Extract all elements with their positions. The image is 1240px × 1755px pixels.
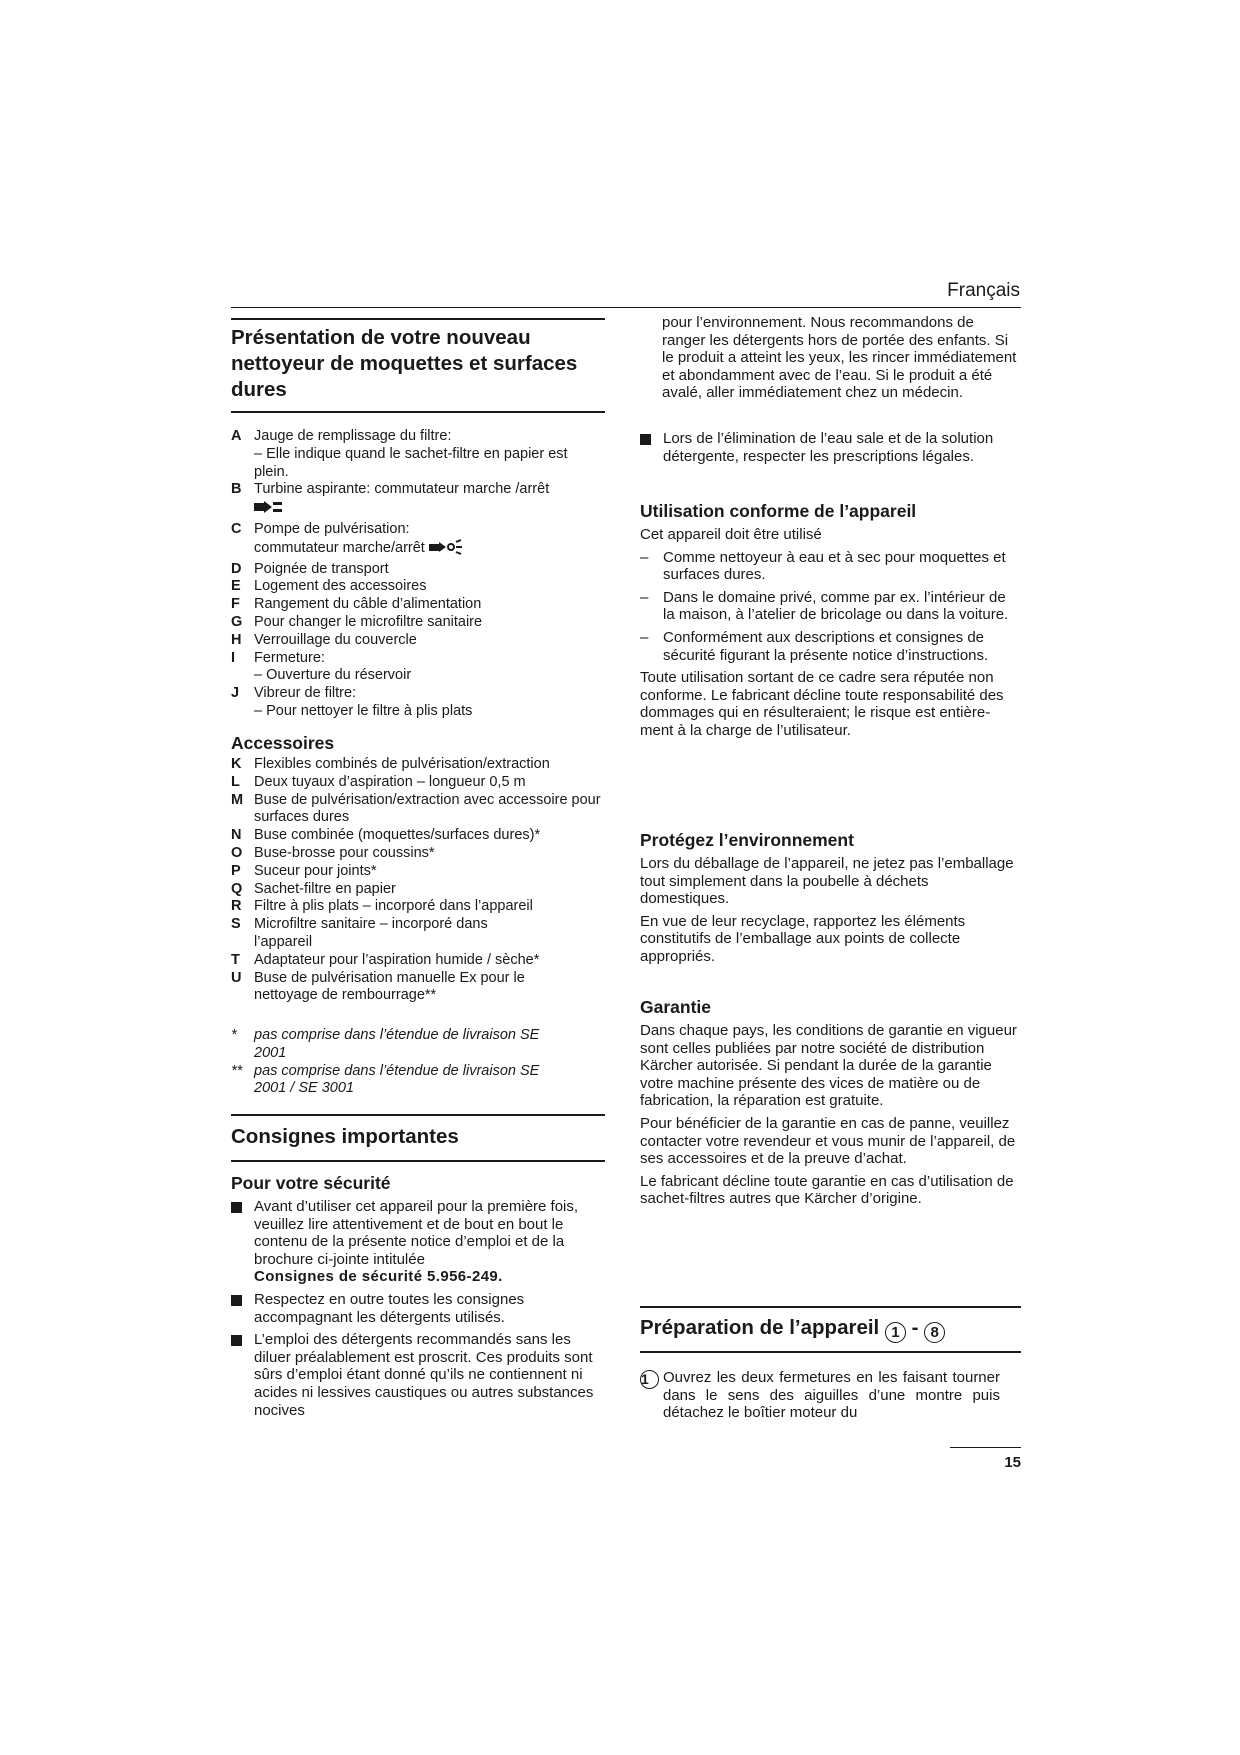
usage-section [640,526,1021,745]
usage-intro: Cet appareil doit être utilisé [640,526,822,543]
list-item: F Rangement du câble d’alimentation [231,596,482,613]
section2-title: Consignes importantes [231,1125,459,1148]
page-number: 15 [1004,1454,1021,1471]
list-item: J Vibreur de filtre: – Pour nettoyer le filtre à plis plats [231,685,473,719]
environment-text [640,855,1021,971]
rule-prep-top [640,1306,1021,1308]
list-item: Avant d’utiliser cet appareil pour la première fois, veuillez lire attentivement et de bout en bout le contenu de la présente notice d’emploi et de la brochure ci-jointe intitulée Consignes de sécurité 5.956-249. [231,1198,605,1286]
language-label: Français [947,280,1020,301]
list-item: – Comme nettoyeur à eau et à sec pour moquettes et surfaces dures. [640,548,1006,584]
list-item: C Pompe de pulvérisation: commutateur marche/arrêt [231,521,605,561]
safety-list [231,1198,605,1424]
list-item: L Deux tuyaux d’aspiration – longueur 0,5 m [231,773,526,790]
footnote: * pas comprise dans l’étendue de livraison SE 2001 [231,1027,540,1061]
list-item: U Buse de pulvérisation manuelle Ex pour le nettoyage de rembourrage** [231,969,525,1004]
safety-item-4 [640,430,1021,465]
list-item: N Buse combinée (moquettes/surfaces dures)* [231,827,541,844]
rule-section2-bottom [231,1160,605,1162]
rule-section1-bottom [231,411,605,413]
environment-title: Protégez l’environnement [640,830,854,850]
bullet-square-icon [231,1202,242,1213]
bullet-square-icon [231,1335,242,1346]
list-item: O Buse-brosse pour coussins* [231,844,435,861]
usage-outro: Toute utilisation sortant de ce cadre sera réputée non conforme. Le fabricant décline toute responsabilité des dommages qui en résulteraient; le risque est entière-ment à la charge de l’utilisateur. [640,669,1004,739]
warranty-p2: Pour bénéficier de la garantie en cas de panne, veuillez contacter votre revendeur et vous munir de l’appareil, de ses accessoires et de la preuve d’achat. [640,1114,1016,1168]
list-item: Respectez en outre toutes les consignes accompagnant les détergents utilisés. [231,1291,605,1326]
list-item: T Adaptateur pour l’aspiration humide / sèche* [231,951,540,968]
list-item: A Jauge de remplissage du filtre: – Elle indique quand le sachet-filtre en papier est plein. [231,428,568,480]
list-item: M Buse de pulvérisation/extraction avec accessoire pour surfaces dures [231,791,601,826]
environment-p2: En vue de leur recyclage, rapportez les éléments constitutifs de l’emballage aux points de collecte appropriés. [640,912,966,965]
rule-section2-top [231,1114,605,1116]
accessories-title: Accessoires [231,733,335,753]
prep-title: Préparation de l’appareil 1 - 8 [640,1315,945,1343]
step-number-icon: 1 [640,1370,659,1389]
list-item: E Logement des accessoires [231,578,427,595]
list-item: – Conformément aux descriptions et consignes de sécurité figurant la présente notice d’instructions. [640,628,989,664]
list-item: I Fermeture: – Ouverture du réservoir [231,649,412,684]
usage-title: Utilisation conforme de l’appareil [640,501,917,521]
warranty-text [640,1022,1021,1213]
warranty-p3: Le fabricant décline toute garantie en cas d’utilisation de sachet-filtres autres que Kärcher d’origine. [640,1172,1014,1208]
parts-list [231,428,605,721]
footnotes [231,1027,605,1098]
list-item: G Pour changer le microfiltre sanitaire [231,613,483,630]
warranty-p1: Dans chaque pays, les conditions de garantie en vigueur sont celles publiées par notre société de distribution Kärcher autorisée. Si pendant la durée de la garantie votre machine présente des vices de matière ou de fabrication, la réparation est gratuite. [640,1022,1017,1110]
bullet-square-icon [231,1295,242,1306]
bullet-square-icon [640,434,651,445]
rule-section1-top [231,318,605,320]
warranty-title: Garantie [640,997,711,1017]
step-1: 1 Ouvrez les deux fermetures en les faisant tourner dans le sens des aiguilles d’une montre puis détachez le boîtier moteur du [641,1369,1000,1422]
list-item: Lors de l’élimination de l’eau sale et de la solution détergente, respecter les prescriptions légales. [640,430,1021,465]
pump-switch-icon [429,539,463,561]
list-item: D Poignée de transport [231,560,389,577]
figure-ref-icon: 8 [924,1322,945,1343]
header-rule [231,307,1021,308]
page-number-rule [950,1447,1021,1448]
section1-title: Présentation de votre nouveau nettoyeur de moquettes et surfaces dures [231,326,578,401]
turbine-switch-icon [254,499,286,521]
accessories-list [231,756,605,1005]
list-item: L’emploi des détergents recommandés sans les diluer préalablement est proscrit. Ces produits sont sûrs d’emploi étant donné qu’ils ne contiennent ni acides ni lessives caustiques ou autres substances nocives [231,1331,605,1419]
list-item: – Dans le domaine privé, comme par ex. l’intérieur de la maison, à l’atelier de bricolage ou dans la voiture. [640,588,1009,624]
list-item: Q Sachet-filtre en papier [231,880,396,897]
safety-title: Pour votre sécurité [231,1173,391,1193]
list-item: K Flexibles combinés de pulvérisation/extraction [231,756,550,772]
list-item: H Verrouillage du couvercle [231,631,417,648]
footnote: ** pas comprise dans l’étendue de livraison SE 2001 / SE 3001 [231,1062,540,1097]
list-item: S Microfiltre sanitaire – incorporé dans l’appareil [231,916,488,950]
figure-ref-icon: 1 [885,1322,906,1343]
list-item: R Filtre à plis plats – incorporé dans l’appareil [231,898,533,915]
continued-text: pour l’environnement. Nous recommandons de ranger les détergents hors de portée des enfants. Si le produit a atteint les yeux, les rincer immédiatement et abondamment avec de l’eau. Si le produit a été avalé, aller immédiatement chez un médecin. [662,314,1017,402]
list-item: B Turbine aspirante: commutateur marche /arrêt [231,481,605,521]
list-item: P Suceur pour joints* [231,862,377,879]
environment-p1: Lors du déballage de l’appareil, ne jetez pas l’emballage tout simplement dans la poubelle à déchets domestiques. [640,855,1014,908]
rule-prep-bottom [640,1351,1021,1353]
